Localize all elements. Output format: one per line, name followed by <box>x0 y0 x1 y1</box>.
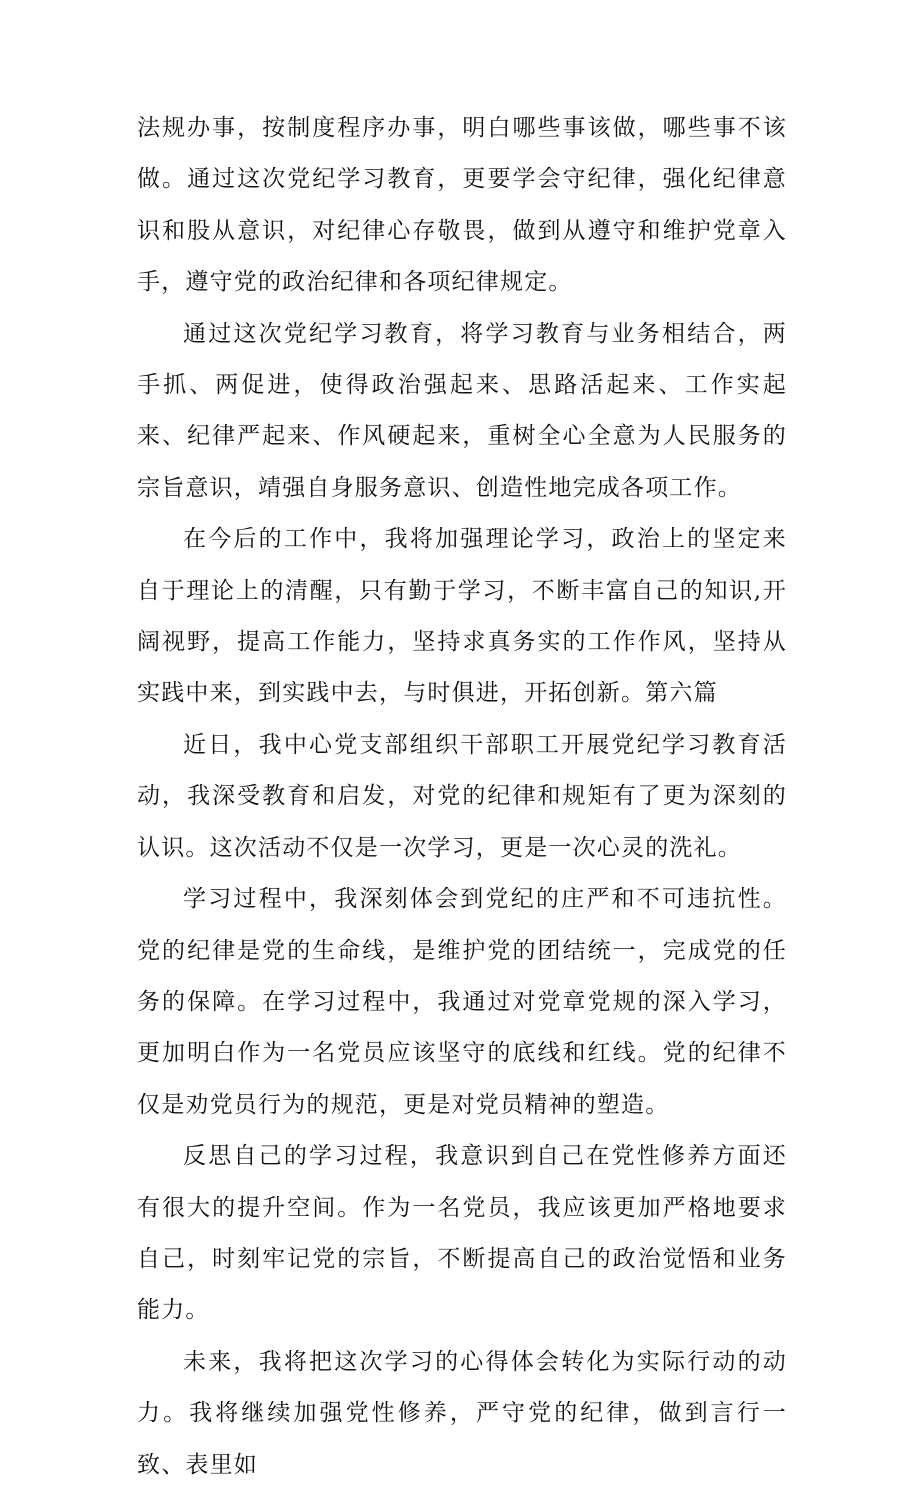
paragraph: 近日，我中心党支部组织干部职工开展党纪学习教育活动，我深受教育和启发，对党的纪律和规矩有了更为深刻的认识。这次活动不仅是一次学习，更是一次心灵的洗礼。 <box>137 731 787 861</box>
paragraph: 学习过程中，我深刻体会到党纪的庄严和不可违抗性。党的纪律是党的生命线，是维护党的团结统一，完成党的任务的保障。在学习过程中，我通过对党章党规的深入学习，更加明白作为一名党员应该坚守的底线和红线。党的纪律不仅是劝党员行为的规范，更是对党员精神的塑造。 <box>137 886 787 1118</box>
paragraph: 反思自己的学习过程，我意识到自己在党性修养方面还有很大的提升空间。作为一名党员，我应该更加严格地要求自己，时刻牢记党的宗旨，不断提高自己的政治觉悟和业务能力。 <box>137 1143 787 1324</box>
paragraph: 在今后的工作中，我将加强理论学习，政治上的坚定来自于理论上的清醒，只有勤于学习，不断丰富自己的知识,开阔视野，提高工作能力，坚持求真务实的工作作风，坚持从实践中来，到实践中去，与时俱进，开拓创新。第六篇 <box>137 526 787 707</box>
paragraph: 未来，我将把这次学习的心得体会转化为实际行动的动力。我将继续加强党性修养，严守党的纪律，做到言行一致、表里如 <box>137 1348 787 1478</box>
paragraph: 法规办事，按制度程序办事，明白哪些事该做，哪些事不该做。通过这次党纪学习教育，更要学会守纪律，强化纪律意识和股从意识，对纪律心存敬畏，做到从遵守和维护党章入手，遵守党的政治纪律和各项纪律规定。 <box>137 115 787 296</box>
document-body <box>137 103 787 1491</box>
paragraph: 通过这次党纪学习教育，将学习教育与业务相结合，两手抓、两促进，使得政治强起来、思路活起来、工作实起来、纪律严起来、作风硬起来，重树全心全意为人民服务的宗旨意识，靖强自身服务意识、创造性地完成各项工作。 <box>137 320 787 501</box>
